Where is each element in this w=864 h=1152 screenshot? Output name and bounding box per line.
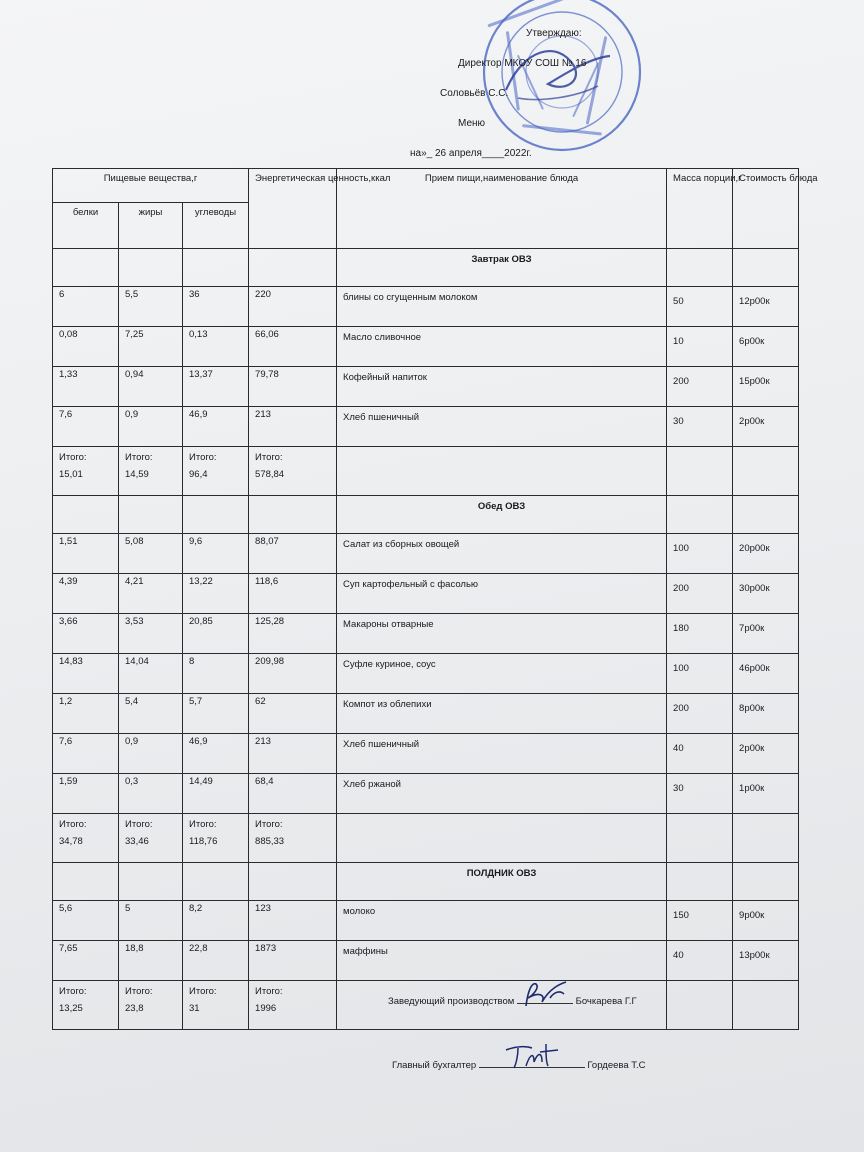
total-c-cell bbox=[183, 981, 249, 1030]
total-label: Итого: bbox=[59, 819, 87, 830]
proteins-cell: 3,66 bbox=[53, 614, 119, 654]
dish-name-cell: Салат из сборных овощей bbox=[337, 534, 667, 574]
proteins-cell: 7,6 bbox=[53, 407, 119, 447]
price-cell: 2р00к bbox=[733, 407, 799, 447]
signature-accountant-label: Главный бухгалтер bbox=[392, 1060, 477, 1071]
table-row bbox=[53, 774, 799, 814]
total-label: Итого: bbox=[59, 986, 87, 997]
dish-name-cell: Хлеб пшеничный bbox=[337, 407, 667, 447]
total-b-cell bbox=[53, 981, 119, 1030]
mass-cell: 30 bbox=[667, 774, 733, 814]
empty-cell bbox=[667, 447, 733, 496]
energy-cell: 88,07 bbox=[249, 534, 337, 574]
total-kcal-cell bbox=[249, 981, 337, 1030]
price-cell: 6р00к bbox=[733, 327, 799, 367]
carbs-cell: 36 bbox=[183, 287, 249, 327]
carbs-cell: 0,13 bbox=[183, 327, 249, 367]
empty-cell bbox=[667, 981, 733, 1030]
table-row bbox=[53, 534, 799, 574]
energy-cell: 118,6 bbox=[249, 574, 337, 614]
header-energy: Энергетическая ценность,ккал bbox=[249, 169, 337, 249]
signature-production bbox=[388, 996, 637, 1007]
fats-cell: 5,4 bbox=[119, 694, 183, 734]
total-label: Итого: bbox=[255, 452, 283, 463]
energy-cell: 220 bbox=[249, 287, 337, 327]
price-cell: 20р00к bbox=[733, 534, 799, 574]
approval-name: Соловьёв С.С. bbox=[440, 88, 509, 99]
carbs-cell: 5,7 bbox=[183, 694, 249, 734]
total-value: 15,01 bbox=[59, 469, 83, 481]
menu-title: Меню bbox=[458, 118, 486, 129]
empty-cell bbox=[733, 249, 799, 287]
total-label: Итого: bbox=[255, 819, 283, 830]
empty-cell bbox=[119, 863, 183, 901]
total-value: 31 bbox=[189, 1003, 200, 1015]
energy-cell: 125,28 bbox=[249, 614, 337, 654]
total-row bbox=[53, 447, 799, 496]
menu-table bbox=[52, 168, 818, 1030]
empty-cell bbox=[249, 863, 337, 901]
dish-name-cell: Суфле куриное, соус bbox=[337, 654, 667, 694]
dish-name-cell: блины со сгущенным молоком bbox=[337, 287, 667, 327]
carbs-cell: 46,9 bbox=[183, 407, 249, 447]
total-value: 118,76 bbox=[189, 836, 218, 848]
dish-name-cell: молоко bbox=[337, 901, 667, 941]
proteins-cell: 1,2 bbox=[53, 694, 119, 734]
fats-cell: 7,25 bbox=[119, 327, 183, 367]
carbs-cell: 22,8 bbox=[183, 941, 249, 981]
fats-cell: 5 bbox=[119, 901, 183, 941]
total-label: Итого: bbox=[255, 986, 283, 997]
total-label: Итого: bbox=[189, 819, 217, 830]
empty-cell bbox=[337, 814, 667, 863]
proteins-cell: 1,59 bbox=[53, 774, 119, 814]
carbs-cell: 9,6 bbox=[183, 534, 249, 574]
section-title: Обед ОВЗ bbox=[337, 496, 667, 534]
dish-name-cell: Хлеб пшеничный bbox=[337, 734, 667, 774]
fats-cell: 5,5 bbox=[119, 287, 183, 327]
round-seal-stamp-icon bbox=[478, 0, 646, 156]
proteins-cell: 7,6 bbox=[53, 734, 119, 774]
total-label: Итого: bbox=[125, 819, 153, 830]
dish-name-cell: Компот из облепихи bbox=[337, 694, 667, 734]
proteins-cell: 4,39 bbox=[53, 574, 119, 614]
table-row bbox=[53, 327, 799, 367]
total-b-cell bbox=[53, 447, 119, 496]
mass-cell: 10 bbox=[667, 327, 733, 367]
empty-cell bbox=[53, 496, 119, 534]
empty-cell bbox=[53, 863, 119, 901]
total-value: 14,59 bbox=[125, 469, 149, 481]
handwritten-signature-icon bbox=[502, 1040, 562, 1072]
energy-cell: 209,98 bbox=[249, 654, 337, 694]
total-value: 23,8 bbox=[125, 1003, 144, 1015]
price-cell: 46р00к bbox=[733, 654, 799, 694]
proteins-cell: 0,08 bbox=[53, 327, 119, 367]
signature-production-label: Заведующий производством bbox=[388, 996, 515, 1007]
total-f-cell bbox=[119, 814, 183, 863]
section-row bbox=[53, 496, 799, 534]
header-proteins: белки bbox=[53, 203, 119, 249]
mass-cell: 180 bbox=[667, 614, 733, 654]
section-title: ПОЛДНИК ОВЗ bbox=[337, 863, 667, 901]
total-value: 1996 bbox=[255, 1003, 277, 1015]
price-cell: 30р00к bbox=[733, 574, 799, 614]
price-cell: 13р00к bbox=[733, 941, 799, 981]
empty-cell bbox=[667, 863, 733, 901]
table-row bbox=[53, 614, 799, 654]
dish-name-cell: Хлеб ржаной bbox=[337, 774, 667, 814]
table-row bbox=[53, 654, 799, 694]
total-value: 578,84 bbox=[255, 469, 285, 481]
mass-cell: 50 bbox=[667, 287, 733, 327]
proteins-cell: 5,6 bbox=[53, 901, 119, 941]
table-row bbox=[53, 941, 799, 981]
signature-accountant-name: Гордеева Т.С bbox=[587, 1060, 646, 1071]
fats-cell: 0,94 bbox=[119, 367, 183, 407]
header-fats: жиры bbox=[119, 203, 183, 249]
fats-cell: 14,04 bbox=[119, 654, 183, 694]
empty-cell bbox=[667, 249, 733, 287]
menu-date: на»_ 26 апреля____2022г. bbox=[410, 148, 532, 159]
dish-name-cell: Кофейный напиток bbox=[337, 367, 667, 407]
empty-cell bbox=[667, 496, 733, 534]
total-value: 96,4 bbox=[189, 469, 208, 481]
header-carbs: углеводы bbox=[183, 203, 249, 249]
price-cell: 2р00к bbox=[733, 734, 799, 774]
empty-cell bbox=[733, 814, 799, 863]
carbs-cell: 8,2 bbox=[183, 901, 249, 941]
carbs-cell: 13,22 bbox=[183, 574, 249, 614]
energy-cell: 79,78 bbox=[249, 367, 337, 407]
dish-name-cell: Суп картофельный с фасолью bbox=[337, 574, 667, 614]
carbs-cell: 8 bbox=[183, 654, 249, 694]
empty-cell bbox=[249, 249, 337, 287]
dish-name-cell: маффины bbox=[337, 941, 667, 981]
energy-cell: 213 bbox=[249, 407, 337, 447]
header-mass: Масса порции,г bbox=[667, 169, 733, 249]
approval-heading: Утверждаю: bbox=[526, 28, 582, 39]
energy-cell: 1873 bbox=[249, 941, 337, 981]
total-kcal-cell bbox=[249, 814, 337, 863]
header-cost: Стоимость блюда bbox=[733, 169, 799, 249]
proteins-cell: 7,65 bbox=[53, 941, 119, 981]
total-row bbox=[53, 814, 799, 863]
total-label: Итого: bbox=[125, 452, 153, 463]
mass-cell: 200 bbox=[667, 367, 733, 407]
handwritten-signature-icon bbox=[520, 978, 570, 1012]
total-value: 33,46 bbox=[125, 836, 149, 848]
carbs-cell: 20,85 bbox=[183, 614, 249, 654]
header-nutrients: Пищевые вещества,г bbox=[53, 169, 249, 203]
fats-cell: 18,8 bbox=[119, 941, 183, 981]
table-row bbox=[53, 574, 799, 614]
price-cell: 15р00к bbox=[733, 367, 799, 407]
section-row bbox=[53, 249, 799, 287]
proteins-cell: 1,51 bbox=[53, 534, 119, 574]
header-meal: Прием пищи,наименование блюда bbox=[337, 169, 667, 249]
mass-cell: 30 bbox=[667, 407, 733, 447]
energy-cell: 213 bbox=[249, 734, 337, 774]
signature-production-name: Бочкарева Г.Г bbox=[575, 996, 637, 1007]
empty-cell bbox=[667, 814, 733, 863]
total-label: Итого: bbox=[189, 452, 217, 463]
fats-cell: 5,08 bbox=[119, 534, 183, 574]
empty-cell bbox=[53, 249, 119, 287]
price-cell: 12р00к bbox=[733, 287, 799, 327]
total-f-cell bbox=[119, 981, 183, 1030]
table-header-row bbox=[53, 169, 799, 203]
energy-cell: 68,4 bbox=[249, 774, 337, 814]
fats-cell: 0,3 bbox=[119, 774, 183, 814]
table-row bbox=[53, 694, 799, 734]
proteins-cell: 6 bbox=[53, 287, 119, 327]
total-value: 885,33 bbox=[255, 836, 285, 848]
energy-cell: 66,06 bbox=[249, 327, 337, 367]
table-row bbox=[53, 901, 799, 941]
mass-cell: 100 bbox=[667, 534, 733, 574]
price-cell: 7р00к bbox=[733, 614, 799, 654]
total-value: 34,78 bbox=[59, 836, 83, 848]
empty-cell bbox=[733, 496, 799, 534]
carbs-cell: 14,49 bbox=[183, 774, 249, 814]
fats-cell: 0,9 bbox=[119, 734, 183, 774]
fats-cell: 0,9 bbox=[119, 407, 183, 447]
total-label: Итого: bbox=[125, 986, 153, 997]
total-kcal-cell bbox=[249, 447, 337, 496]
fats-cell: 4,21 bbox=[119, 574, 183, 614]
empty-cell bbox=[733, 981, 799, 1030]
total-c-cell bbox=[183, 447, 249, 496]
section-row bbox=[53, 863, 799, 901]
approval-director: Директор МКОУ СОШ № 16 bbox=[458, 58, 587, 69]
total-label: Итого: bbox=[189, 986, 217, 997]
empty-cell bbox=[183, 863, 249, 901]
proteins-cell: 1,33 bbox=[53, 367, 119, 407]
mass-cell: 200 bbox=[667, 694, 733, 734]
table-row bbox=[53, 407, 799, 447]
mass-cell: 200 bbox=[667, 574, 733, 614]
table-row bbox=[53, 287, 799, 327]
empty-cell bbox=[733, 447, 799, 496]
total-label: Итого: bbox=[59, 452, 87, 463]
total-value: 13,25 bbox=[59, 1003, 83, 1015]
price-cell: 1р00к bbox=[733, 774, 799, 814]
mass-cell: 40 bbox=[667, 734, 733, 774]
empty-cell bbox=[249, 496, 337, 534]
table-row bbox=[53, 367, 799, 407]
energy-cell: 123 bbox=[249, 901, 337, 941]
mass-cell: 40 bbox=[667, 941, 733, 981]
carbs-cell: 13,37 bbox=[183, 367, 249, 407]
empty-cell bbox=[119, 496, 183, 534]
section-title: Завтрак ОВЗ bbox=[337, 249, 667, 287]
carbs-cell: 46,9 bbox=[183, 734, 249, 774]
fats-cell: 3,53 bbox=[119, 614, 183, 654]
energy-cell: 62 bbox=[249, 694, 337, 734]
empty-cell bbox=[337, 447, 667, 496]
empty-cell bbox=[183, 496, 249, 534]
price-cell: 9р00к bbox=[733, 901, 799, 941]
empty-cell bbox=[183, 249, 249, 287]
proteins-cell: 14,83 bbox=[53, 654, 119, 694]
mass-cell: 100 bbox=[667, 654, 733, 694]
price-cell: 8р00к bbox=[733, 694, 799, 734]
dish-name-cell: Масло сливочное bbox=[337, 327, 667, 367]
table-row bbox=[53, 734, 799, 774]
total-c-cell bbox=[183, 814, 249, 863]
mass-cell: 150 bbox=[667, 901, 733, 941]
empty-cell bbox=[119, 249, 183, 287]
total-b-cell bbox=[53, 814, 119, 863]
dish-name-cell: Макароны отварные bbox=[337, 614, 667, 654]
total-f-cell bbox=[119, 447, 183, 496]
empty-cell bbox=[733, 863, 799, 901]
